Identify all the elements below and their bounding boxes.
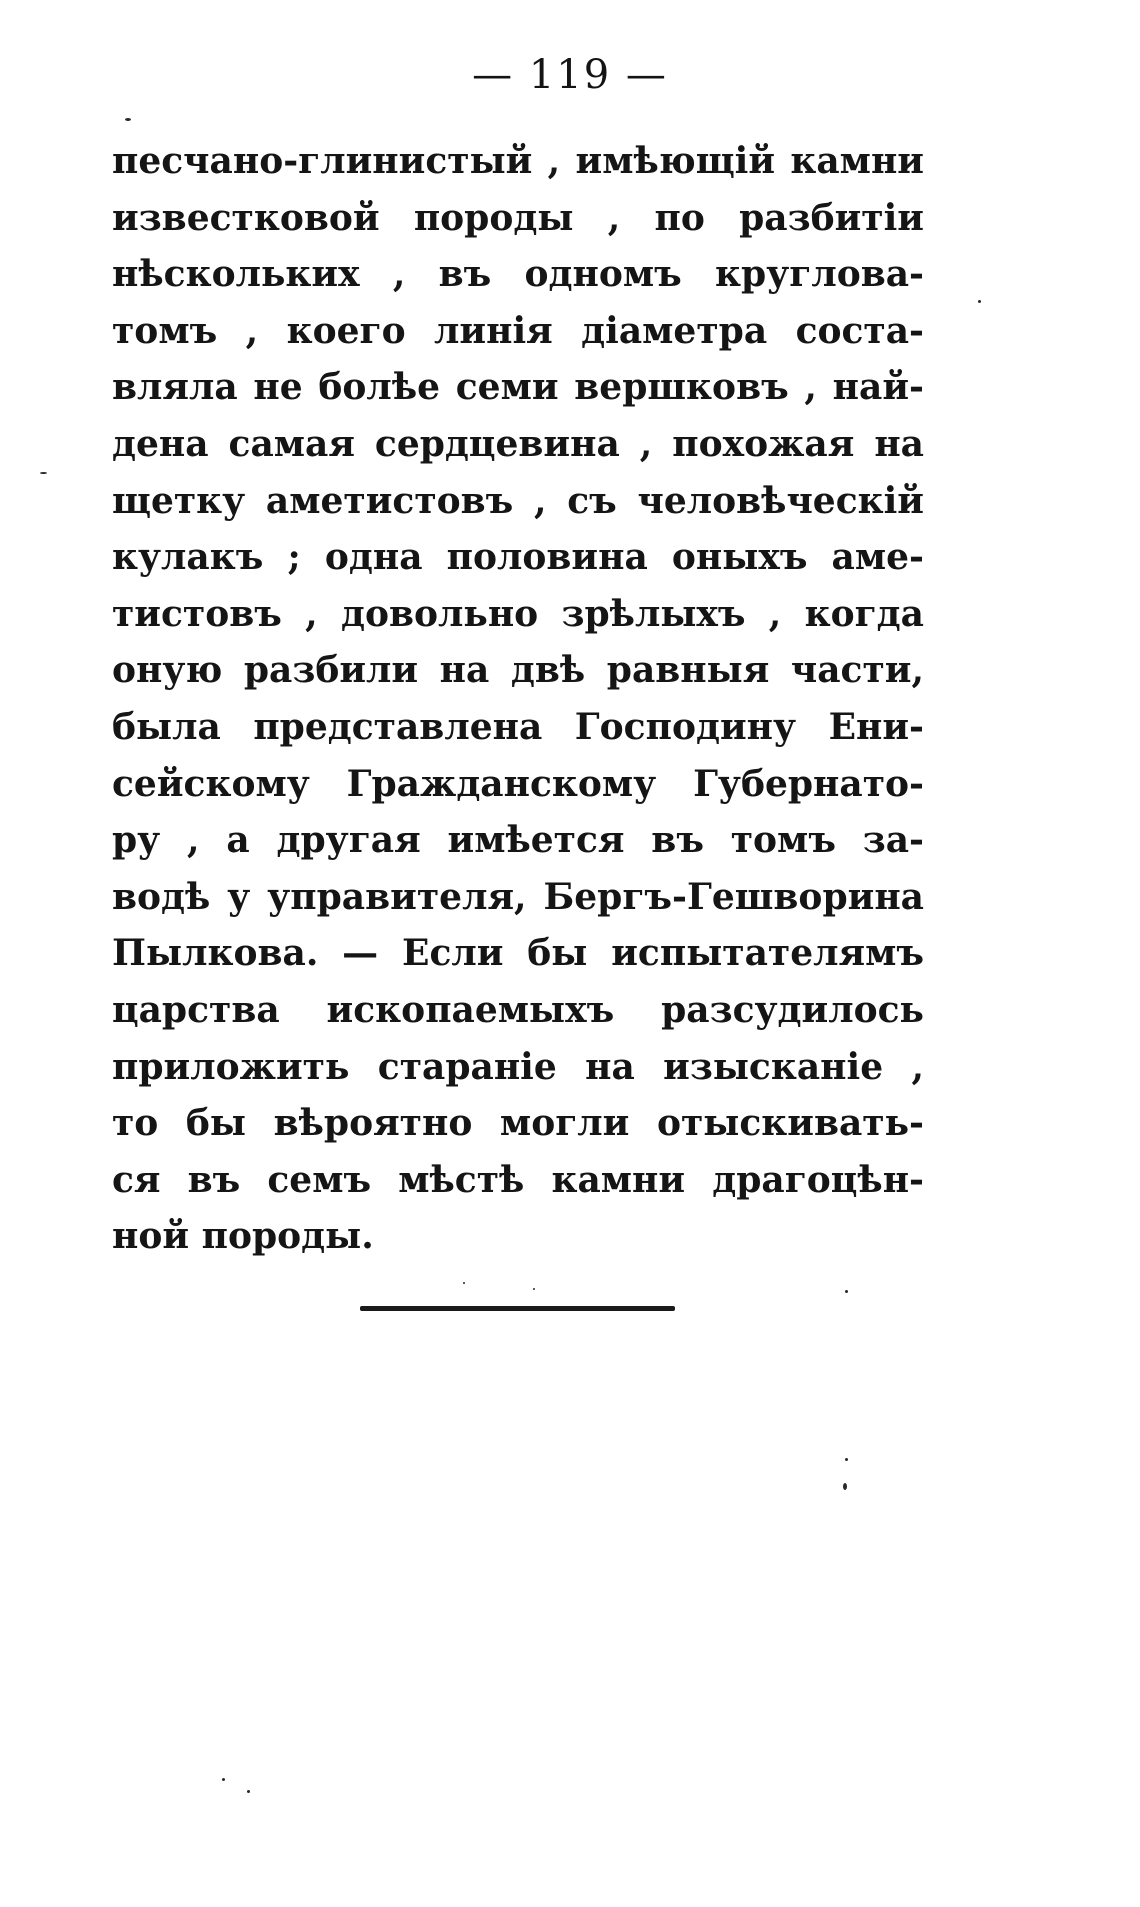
text-line: была представлена Господину Ени-	[112, 705, 924, 748]
text-line: оную разбили на двѣ равныя части,	[112, 649, 924, 692]
text-line: сейскому Гражданскому Губернато-	[112, 762, 924, 805]
scan-speck	[843, 1483, 847, 1490]
text-line-last: ной породы.	[112, 1215, 374, 1258]
body-text	[112, 133, 924, 1265]
scan-speck	[247, 1790, 250, 1793]
text-line: приложить стараніе на изысканіе ,	[112, 1045, 924, 1088]
text-line: томъ , коего линія діаметра соста-	[112, 309, 924, 352]
page-number: — 119 —	[472, 52, 668, 98]
scan-speck	[978, 300, 981, 303]
text-line: известковой породы , по разбитіи	[112, 196, 924, 239]
scan-speck	[40, 472, 47, 474]
text-line: щетку аметистовъ , съ человѣческій	[112, 479, 924, 522]
text-line: ру , а другая имѣется въ томъ за-	[112, 819, 924, 862]
text-line: царства ископаемыхъ разсудилось	[112, 988, 924, 1031]
scan-speck	[125, 118, 131, 121]
text-line: дена самая сердцевина , похожая на	[112, 422, 924, 465]
text-line: тистовъ , довольно зрѣлыхъ , когда	[112, 592, 924, 635]
scan-speck	[463, 1282, 465, 1284]
scan-speck	[845, 1458, 848, 1461]
text-line: кулакъ ; одна половина оныхъ аме-	[112, 536, 924, 579]
scan-speck	[222, 1778, 225, 1781]
section-divider	[360, 1306, 675, 1311]
scan-speck	[533, 1288, 535, 1290]
text-line: вляла не болѣе семи вершковъ , най-	[112, 366, 924, 409]
text-line: водѣ у управителя, Бергъ-Гешворина	[112, 875, 924, 918]
scan-speck	[845, 1290, 848, 1293]
text-line: песчано-глинистый , имѣющій камни	[112, 140, 924, 182]
text-line: ся въ семъ мѣстѣ камни драгоцѣн-	[112, 1158, 924, 1201]
text-line: то бы вѣроятно могли отыскивать-	[112, 1102, 924, 1145]
text-line: Пылкова. — Если бы испытателямъ	[112, 932, 924, 975]
text-line: нѣскольких , въ одномъ круглова-	[112, 253, 924, 296]
